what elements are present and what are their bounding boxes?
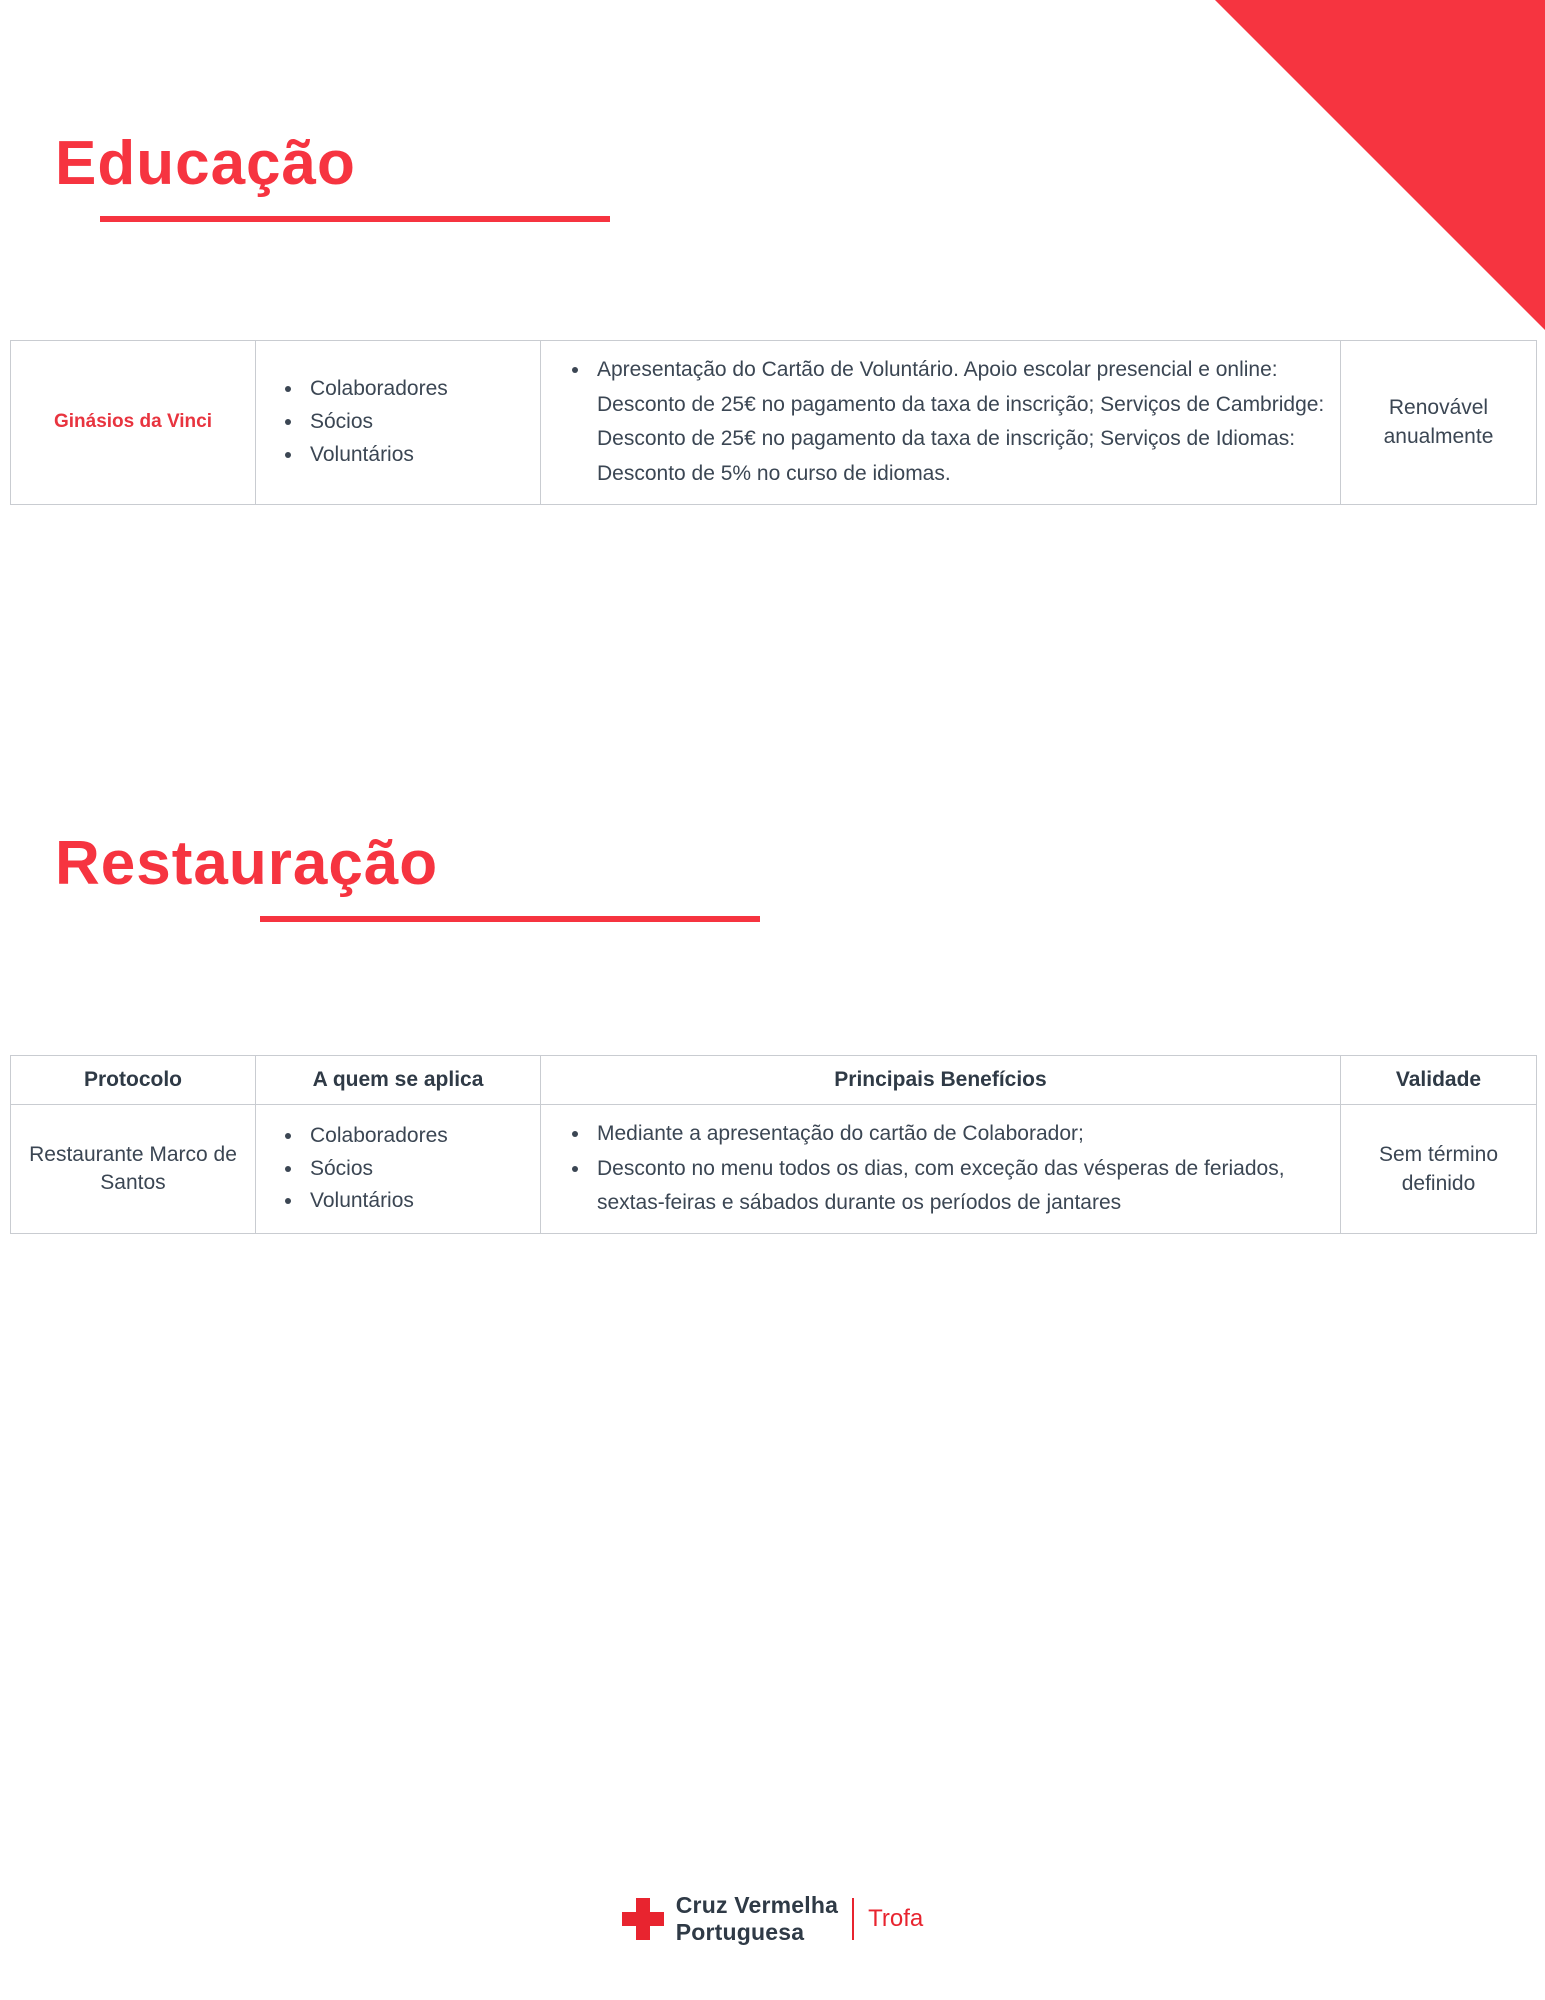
organization-name-line2: Portuguesa [675,1918,805,1945]
table-restauracao [10,1055,1537,1234]
organization-name-line1: Cruz Vermelha [675,1892,839,1919]
column-header-principais-beneficios: Principais Benefícios [541,1056,1341,1105]
list-item: • Voluntários [304,1185,526,1218]
cell-principais-beneficios [541,1105,1341,1234]
title-underline-restauracao [260,916,760,922]
list-item: • Sócios [304,406,526,439]
branch-name: Trofa [868,1904,924,1932]
table-educacao [10,340,1537,505]
red-cross-icon [622,1898,664,1940]
list-item: • Colaboradores [304,373,526,406]
list-item: • Colaboradores [304,1120,526,1153]
logo-divider [852,1898,854,1940]
table-row [11,1105,1537,1234]
page-title-restauracao: Restauração [55,829,439,898]
page-title-educacao: Educação [55,129,356,198]
list-item: • Desconto no menu todos os dias, com exceção das vésperas de feriados, sextas-feiras e sábados durante os períodos de jantares [591,1152,1326,1221]
section-restauracao [0,830,1545,922]
table-header-row [11,1056,1537,1105]
cell-a-quem-se-aplica [256,1105,541,1234]
table-educacao-wrapper [0,340,1545,505]
organization-name [676,1892,838,1945]
cell-validade: Renovável anualmente [1341,341,1537,505]
list-item: • Apresentação do Cartão de Voluntário. Apoio escolar presencial e online: Desconto de 25€ no pagamento da taxa de inscrição; Serviços de Cambridge: Desconto de 25€ no pagamento da taxa de inscrição; Serviços de Idiomas: Desconto de 5% no curso de idiomas. [591,353,1326,492]
section-educacao [0,130,1545,222]
cell-protocolo: Restaurante Marco de Santos [11,1105,256,1234]
cell-principais-beneficios [541,341,1341,505]
list-item: • Mediante a apresentação do cartão de Colaborador; [591,1117,1326,1152]
cell-a-quem-se-aplica [256,341,541,505]
list-item: • Sócios [304,1153,526,1186]
title-underline-educacao [100,216,610,222]
column-header-a-quem-se-aplica: A quem se aplica [256,1056,541,1105]
footer-logo [0,1892,1545,1945]
cell-protocolo: Ginásios da Vinci [11,341,256,505]
list-item: • Voluntários [304,439,526,472]
table-restauracao-wrapper [0,1055,1545,1234]
cell-validade: Sem término definido [1341,1105,1537,1234]
column-header-protocolo: Protocolo [11,1056,256,1105]
column-header-validade: Validade [1341,1056,1537,1105]
table-row [11,341,1537,505]
